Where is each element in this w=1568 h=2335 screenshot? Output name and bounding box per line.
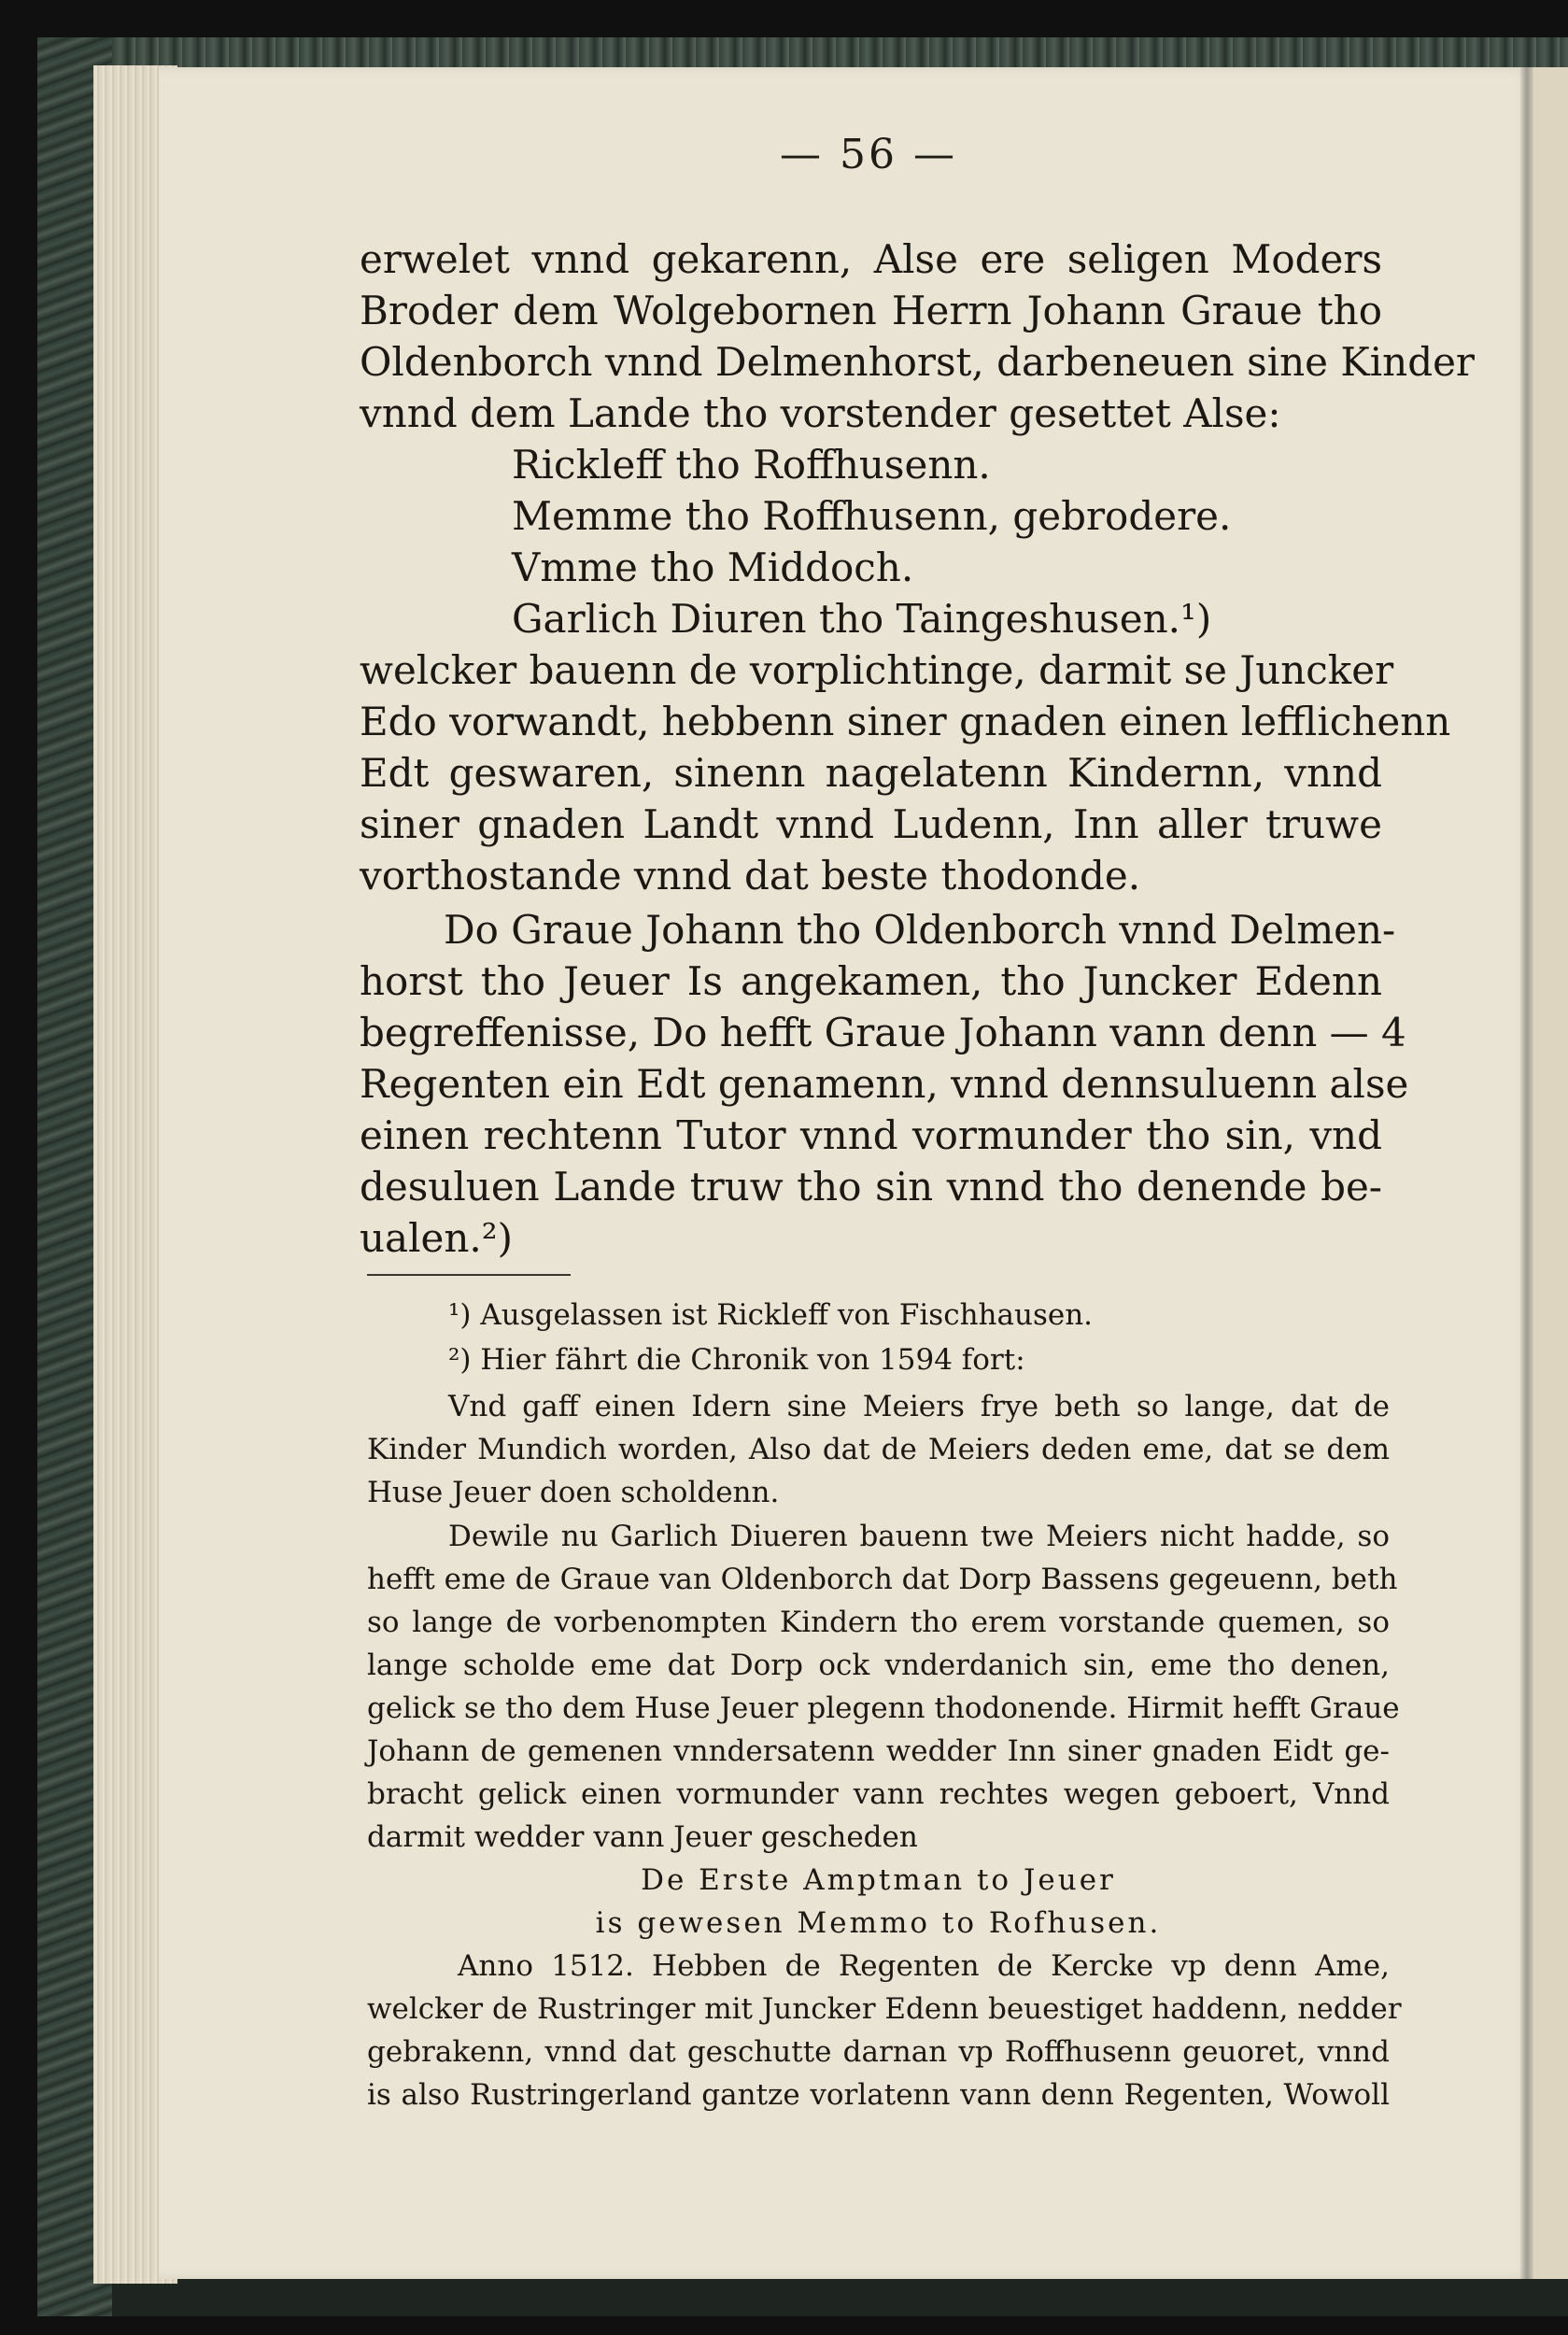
- name-line: Rickleff tho Roffhusenn.: [512, 442, 991, 488]
- footnote-line: so lange de vorbenompten Kindern tho erem vorstande quemen, so: [367, 1606, 1390, 1639]
- text-line: Edt geswaren, sinenn nagelatenn Kindernn, vnnd: [360, 750, 1382, 796]
- text-line: einen rechtenn Tutor vnnd vormunder tho sin, vnd: [360, 1112, 1382, 1158]
- text-line: siner gnaden Landt vnnd Ludenn, Inn aller truwe: [360, 801, 1382, 847]
- footnote-line: Kinder Mundich worden, Also dat de Meiers deden eme, dat se dem: [367, 1433, 1390, 1466]
- text-line: Edo vorwandt, hebbenn siner gnaden einen lefflichenn: [360, 699, 1451, 744]
- footnote-heading: is gewesen Memmo to Rofhusen.: [595, 1906, 1162, 1940]
- footnote-divider: [367, 1274, 571, 1276]
- footnote-line: Vnd gaff einen Idern sine Meiers frye beth so lange, dat de: [448, 1390, 1390, 1423]
- text-line: Broder dem Wolgebornen Herrn Johann Graue tho: [360, 288, 1382, 333]
- text-line: Oldenborch vnnd Delmenhorst, darbeneuen sine Kinder: [360, 339, 1476, 385]
- text-line: Regenten ein Edt genamenn, vnnd dennsuluenn alse: [360, 1061, 1409, 1107]
- footnote-line: hefft eme de Graue van Oldenborch dat Dorp Bassens gegeuenn, beth: [367, 1563, 1398, 1596]
- footnote-line: gebrakenn, vnnd dat geschutte darnan vp Roffhusenn geuoret, vnnd: [367, 2035, 1390, 2069]
- footnote-line: darmit wedder vann Jeuer gescheden: [367, 1820, 918, 1854]
- name-line: Vmme tho Middoch.: [512, 545, 914, 590]
- footnote-line: is also Rustringerland gantze vorlatenn vann denn Regenten, Wowoll: [367, 2078, 1390, 2112]
- page-fold: [1520, 67, 1533, 2279]
- footnote-line: Anno 1512. Hebben de Regenten de Kercke vp denn Ame,: [458, 1949, 1390, 1983]
- page-number: — 56 —: [780, 131, 957, 178]
- footnote-1: ¹) Ausgelassen ist Rickleff von Fischhausen.: [448, 1298, 1094, 1332]
- footnote-2-intro: ²) Hier fährt die Chronik von 1594 fort:: [448, 1343, 1025, 1377]
- footnote-line: Dewile nu Garlich Diueren bauenn twe Meiers nicht hadde, so: [448, 1520, 1390, 1553]
- footnote-line: gelick se tho dem Huse Jeuer plegenn thodonende. Hirmit hefft Graue: [367, 1691, 1400, 1725]
- facing-page-edge: [1532, 67, 1568, 2279]
- footnote-line: Johann de gemenen vnndersatenn wedder Inn siner gnaden Eidt ge-: [367, 1734, 1390, 1768]
- book-top-edge: [112, 37, 1568, 69]
- footnote-line: welcker de Rustringer mit Juncker Edenn beuestiget haddenn, nedder: [367, 1992, 1402, 2026]
- text-line: ualen.²): [360, 1215, 514, 1261]
- name-line: Memme tho Roffhusenn, gebrodere.: [512, 493, 1232, 539]
- name-line: Garlich Diuren tho Taingeshusen.¹): [512, 596, 1212, 642]
- text-line: welcker bauenn de vorplichtinge, darmit se Juncker: [360, 647, 1394, 693]
- text-line: erwelet vnnd gekarenn, Alse ere seligen Moders: [360, 236, 1382, 282]
- footnote-heading: De Erste Amptman to Jeuer: [641, 1863, 1116, 1897]
- footnote-line: bracht gelick einen vormunder vann rechtes wegen geboert, Vnnd: [367, 1777, 1390, 1811]
- text-line: begreffenisse, Do hefft Graue Johann vann denn — 4: [360, 1010, 1406, 1055]
- footnote-line: Huse Jeuer doen scholdenn.: [367, 1476, 780, 1509]
- text-line: vnnd dem Lande tho vorstender gesettet Alse:: [360, 390, 1281, 436]
- text-line: desuluen Lande truw tho sin vnnd tho denende be-: [360, 1164, 1382, 1210]
- footnote-line: lange scholde eme dat Dorp ock vnderdanich sin, eme tho denen,: [367, 1649, 1390, 1682]
- text-line: Do Graue Johann tho Oldenborch vnnd Delmen-: [444, 907, 1396, 953]
- text-line: vorthostande vnnd dat beste thodonde.: [360, 853, 1141, 899]
- text-line: horst tho Jeuer Is angekamen, tho Juncker Edenn: [360, 958, 1382, 1004]
